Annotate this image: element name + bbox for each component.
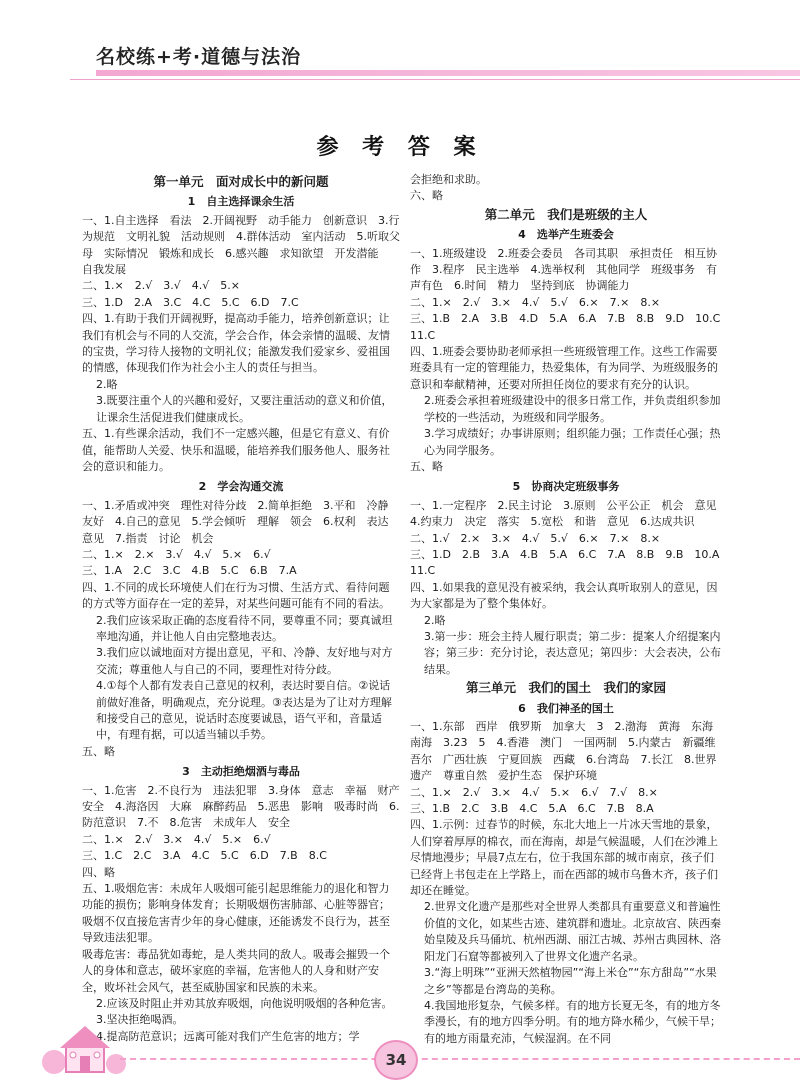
page-title: 参 考 答 案 bbox=[316, 135, 484, 160]
lesson-title: 4 选举产生班委会 bbox=[518, 228, 614, 242]
answer-line: 2.略 bbox=[424, 613, 446, 627]
answer-line: 四、1.有助于我们开阔视野，提高动手能力，培养创新意识；让我们有机会与不同的人交流，学会合作，体会亲情的温暖、友情的宝贵，学习待人接物的文明礼仪；能激发我们爱家乡、爱祖国的情感，体现我们作为社会小主人的责任与担当。 bbox=[82, 312, 390, 375]
answer-line: 四、1.不同的成长环境使人们在行为习惯、生活方式、看待问题的方式等方面存在一定的差异，对某些问题可能有不同的看法。 bbox=[82, 580, 390, 611]
answer-line: 二、1.× 2.√ 3.× 4.√ 5.× 6.√ 7.√ 8.× bbox=[410, 785, 658, 799]
answer-line: 一、1.矛盾或冲突 理性对待分歧 2.简单拒绝 3.平和 冷静 友好 4.自己的意见 5.学会倾听 理解 领会 6.权利 表达 意见 7.指责 讨论 机会 bbox=[82, 498, 400, 545]
answer-line: 一、1.危害 2.不良行为 违法犯罪 3.身体 意志 幸福 财产安全 4.海洛因 大麻 麻醉药品 5.恶患 影响 吸毒时尚 6.防范意识 7.不 8.危害 未成年人 安全 bbox=[82, 783, 400, 830]
answer-line: 三、1.D 2.B 3.A 4.B 5.A 6.C 7.A 8.B 9.B 10.A 11.C bbox=[410, 547, 731, 578]
answer-line: 三、1.D 2.A 3.C 4.C 5.C 6.D 7.C bbox=[82, 295, 299, 309]
answer-line: 2.略 bbox=[96, 377, 118, 391]
answer-line: 2.班委会承担着班级建设中的很多日常工作，并负责组织参加学校的一些活动，为班级和同学服务。 bbox=[424, 394, 721, 424]
book-series-title: 名校练+考·道德与法治 bbox=[96, 46, 302, 68]
answer-line: 4.提高防范意识；远离可能对我们产生危害的地方；学 bbox=[96, 1029, 360, 1043]
lesson-title: 1 自主选择课余生活 bbox=[187, 195, 295, 209]
answer-line: 二、1.× 2.× 3.√ 4.√ 5.× 6.√ bbox=[82, 547, 271, 561]
answer-line: 一、1.一定程序 2.民主讨论 3.原则 公平公正 机会 意见 4.约束力 决定 落实 5.宽松 和谐 意见 6.达成共识 bbox=[410, 498, 728, 529]
cartoon-house-icon bbox=[40, 1018, 130, 1080]
page-footer bbox=[0, 1010, 800, 1085]
unit-title: 第二单元 我们是班级的主人 bbox=[484, 206, 648, 222]
right-answer-column bbox=[410, 172, 732, 1047]
answer-line: 会拒绝和求助。 bbox=[410, 173, 487, 186]
answer-line: 三、1.B 2.C 3.B 4.C 5.A 6.C 7.B 8.A bbox=[410, 802, 654, 816]
answer-line: 一、1.东部 西岸 俄罗斯 加拿大 3 2.渤海 黄海 东海 南海 3.23 5 4.香港 澳门 一国两制 5.内蒙古 新疆维吾尔 广西壮族 宁夏回族 西藏 6.台湾岛 7.长江 8.世界遗产 尊重自然 爱护生态 保护环境 bbox=[410, 720, 724, 783]
answer-line: 吸毒危害：毒品犹如毒蛇，是人类共同的敌人。吸毒会摧毁一个人的身体和意志，破坏家庭的幸福，危害他人的人身和财产安全，败坏社会风气，甚至威胁国家和民族的未来。 bbox=[82, 947, 390, 994]
answer-line: 二、1.√ 2.× 3.× 4.√ 5.√ 6.× 7.× 8.× bbox=[410, 531, 661, 545]
answer-line: 4.①每个人都有发表自己意见的权利，表达时要自信。②说话前做好准备，明确观点，充分说理。③表达是为了让对方理解和接受自己的意见，说话时态度要诚恳，语气平和，音量适中，有理有据，可以适当辅以手势。 bbox=[96, 679, 392, 742]
answer-line: 五、略 bbox=[410, 459, 443, 473]
answer-line: 四、1.如果我的意见没有被采纳，我会认真听取别人的意见，因为大家都是为了整个集体好。 bbox=[410, 580, 718, 611]
answer-line: 五、1.有些课余活动，我们不一定感兴趣，但是它有意义、有价值，能帮助人关爱、快乐和温暖，能培养我们服务他人、服务社会的意识和能力。 bbox=[82, 427, 390, 473]
answer-line: 四、1.班委会要协助老师承担一些班级管理工作。这些工作需要班委具有一定的管理能力，热爱集体，有为同学、为班级服务的意识和奉献精神，还要对所担任岗位的要求有充分的认识。 bbox=[410, 345, 718, 391]
answer-line: 3.“海上明珠”“亚洲天然植物园”“海上米仓”“东方甜岛”“水果之乡”等都是台湾岛的美称。 bbox=[424, 966, 717, 996]
unit-title: 第一单元 面对成长中的新问题 bbox=[153, 174, 329, 189]
answer-line: 一、1.自主选择 看法 2.开阔视野 动手能力 创新意识 3.行为规范 文明礼貌 活动规则 4.群体活动 室内活动 5.听取父母 实际情况 锻炼和成长 6.感兴趣 求知欲望 开发潜能 自我发展 bbox=[82, 213, 400, 277]
header-accent-bar bbox=[96, 70, 800, 76]
lesson-title: 2 学会沟通交流 bbox=[198, 480, 284, 494]
answer-line: 3.既要注重个人的兴趣和爱好，又要注重活动的意义和价值，让课余生活促进我们健康成长。 bbox=[96, 394, 393, 424]
answer-line: 3.坚决拒绝喝酒。 bbox=[96, 1013, 184, 1027]
answer-line: 三、1.A 2.C 3.C 4.B 5.C 6.B 7.A bbox=[82, 564, 297, 578]
answer-line: 二、1.× 2.√ 3.× 4.√ 5.× 6.√ bbox=[82, 832, 271, 846]
answer-line: 四、略 bbox=[82, 865, 115, 879]
unit-title: 第三单元 我们的国土 我们的家园 bbox=[465, 680, 666, 696]
answer-line: 五、1.吸烟危害：未成年人吸烟可能引起思维能力的退化和智力功能的损伤；影响身体发育；长期吸烟伤害肺部、心脏等器官；吸烟不仅直接危害青少年的身心健康，还能诱发不良行为，甚至导致违法犯罪。 bbox=[82, 882, 390, 945]
answer-line: 三、1.B 2.A 3.B 4.D 5.A 6.A 7.B 8.B 9.D 10.C 11.C bbox=[410, 312, 732, 342]
answer-line: 二、1.× 2.√ 3.√ 4.√ 5.× bbox=[82, 279, 240, 293]
answer-line: 4.我国地形复杂，气候多样。有的地方长夏无冬，有的地方冬季漫长，有的地方四季分明。有的地方降水稀少，气候干旱；有的地方雨量充沛，气候湿润。在不同 bbox=[424, 998, 721, 1045]
answer-line: 六、略 bbox=[410, 189, 443, 203]
footer-dashed-line bbox=[120, 1058, 800, 1060]
header-divider bbox=[70, 79, 800, 80]
answer-line: 三、1.C 2.C 3.A 4.C 5.C 6.D 7.B 8.C bbox=[82, 849, 327, 863]
answer-line: 一、1.班级建设 2.班委会委员 各司其职 承担责任 相互协作 3.程序 民主选举 4.选举权利 其他同学 班级事务 有声有色 6.时间 精力 坚持到底 协调能力 bbox=[410, 246, 717, 293]
answer-line: 2.世界文化遗产是那些对全世界人类都具有重要意义和普遍性价值的文化，如某些古迹、建筑群和遗址。北京故宫、陕西秦始皇陵及兵马俑坑、杭州西湖、丽江古城、苏州古典园林、洛阳龙门石窟等都被列入了世界文化遗产名录。 bbox=[424, 900, 721, 963]
answer-line: 二、1.× 2.√ 3.× 4.√ 5.√ 6.× 7.× 8.× bbox=[410, 295, 661, 309]
answer-line: 2.应该及时阻止并劝其放弃吸烟，向他说明吸烟的各种危害。 bbox=[96, 996, 393, 1010]
lesson-title: 6 我们神圣的国土 bbox=[518, 701, 614, 715]
page-header bbox=[0, 0, 800, 90]
answer-line: 3.学习成绩好；办事讲原则；组织能力强；工作责任心强；热心为同学服务。 bbox=[424, 427, 721, 457]
lesson-title: 3 主动拒绝烟酒与毒品 bbox=[182, 765, 300, 779]
answer-line: 五、略 bbox=[82, 744, 115, 758]
left-answer-column bbox=[82, 172, 400, 1045]
answer-line: 3.第一步：班会主持人履行职责；第二步：提案人介绍提案内容；第三步：充分讨论，表达意见；第四步：大会表决，公布结果。 bbox=[424, 629, 721, 676]
page-number: 34 bbox=[374, 1040, 418, 1080]
lesson-title: 5 协商决定班级事务 bbox=[512, 480, 620, 494]
answer-line: 2.我们应该采取正确的态度看待不同，要尊重不同；要真诚坦率地沟通，并让他人自由完整地表达。 bbox=[96, 613, 393, 643]
answer-line: 3.我们应以诚地面对方提出意见，平和、冷静、友好地与对方交流；尊重他人与自己的不同，要理性对待分歧。 bbox=[96, 646, 393, 676]
answer-line: 四、1.示例：过春节的时候，东北大地上一片冰天雪地的景象，人们穿着厚厚的棉衣，而在海南，却是气候温暖，人们在沙滩上尽情地漫步；早晨7点左右，位于我国东部的城市南京，孩子们已经背上书包走在上学路上，而在西部的城市乌鲁木齐，孩子们却还在睡觉。 bbox=[410, 818, 718, 898]
